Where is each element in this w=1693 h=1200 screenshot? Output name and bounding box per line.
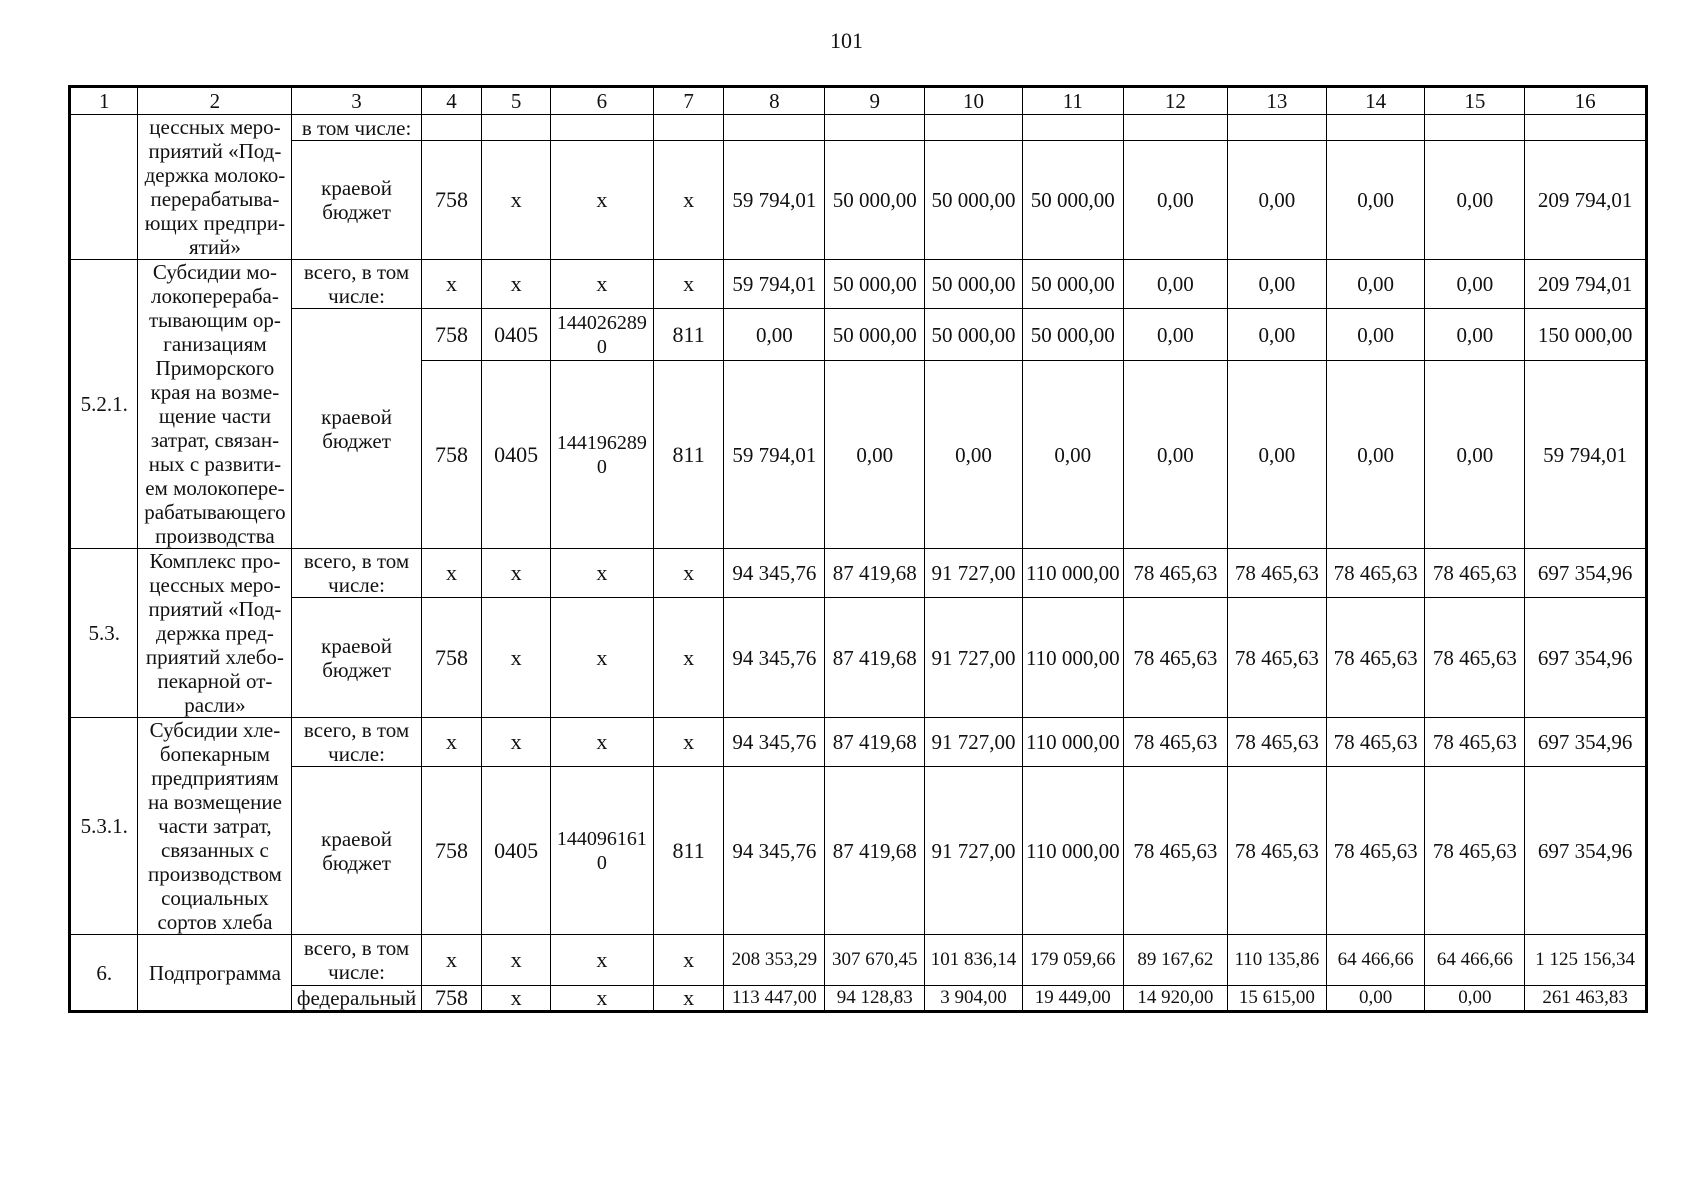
column-header: 8 bbox=[724, 87, 825, 115]
amount-cell: 697 354,96 bbox=[1525, 598, 1647, 718]
table-cell bbox=[653, 115, 724, 141]
header-row bbox=[70, 87, 1647, 115]
column-header: 11 bbox=[1022, 87, 1123, 115]
column-header: 4 bbox=[421, 87, 482, 115]
table-cell bbox=[825, 115, 925, 141]
name-line: ятий» bbox=[189, 235, 241, 259]
column-header: 2 bbox=[138, 87, 292, 115]
amount-cell: 94 345,76 bbox=[724, 598, 825, 718]
name-line: локоперераба- bbox=[151, 284, 279, 308]
kbk-vr-cell: 811 bbox=[653, 767, 724, 935]
amount-cell: 697 354,96 bbox=[1525, 767, 1647, 935]
amount-cell: 59 794,01 bbox=[1525, 361, 1647, 549]
name-line: социальных bbox=[161, 886, 269, 910]
amount-cell: 87 419,68 bbox=[825, 598, 925, 718]
item-name bbox=[138, 115, 292, 260]
amount-cell: 50 000,00 bbox=[825, 309, 925, 361]
funding-source-cell: краевой бюджет bbox=[292, 141, 421, 260]
kbk-section-cell: x bbox=[482, 549, 550, 598]
table-row bbox=[70, 260, 1647, 309]
amount-cell: 78 465,63 bbox=[1326, 718, 1425, 767]
column-header: 10 bbox=[925, 87, 1023, 115]
item-code: 5.3.1. bbox=[70, 718, 138, 935]
table-row bbox=[70, 598, 1647, 718]
kbk-section-cell: x bbox=[482, 718, 550, 767]
item-name bbox=[138, 718, 292, 935]
kbk-section-cell: 0405 bbox=[482, 361, 550, 549]
amount-cell: 87 419,68 bbox=[825, 767, 925, 935]
amount-cell: 110 135,86 bbox=[1227, 935, 1326, 986]
name-line: части затрат, bbox=[158, 814, 272, 838]
amount-cell: 91 727,00 bbox=[925, 767, 1023, 935]
kbk-grbs-cell: x bbox=[421, 260, 482, 309]
amount-cell: 0,00 bbox=[1326, 986, 1425, 1012]
column-header: 9 bbox=[825, 87, 925, 115]
table-cell bbox=[482, 115, 550, 141]
amount-cell: 78 465,63 bbox=[1326, 767, 1425, 935]
amount-cell: 50 000,00 bbox=[825, 141, 925, 260]
column-header: 15 bbox=[1425, 87, 1525, 115]
kbk-grbs-cell: 758 bbox=[421, 767, 482, 935]
funding-source-cell: всего, в том числе: bbox=[292, 260, 421, 309]
table-row bbox=[70, 767, 1647, 935]
amount-cell: 78 465,63 bbox=[1227, 767, 1326, 935]
name-line: производством bbox=[148, 862, 282, 886]
name-line: Комплекс про- bbox=[149, 549, 281, 573]
amount-cell: 78 465,63 bbox=[1227, 718, 1326, 767]
amount-cell: 261 463,83 bbox=[1525, 986, 1647, 1012]
table-cell bbox=[925, 115, 1023, 141]
table-row bbox=[70, 986, 1647, 1012]
amount-cell: 0,00 bbox=[1227, 309, 1326, 361]
table-row bbox=[70, 935, 1647, 986]
amount-cell: 19 449,00 bbox=[1022, 986, 1123, 1012]
amount-cell: 0,00 bbox=[1425, 141, 1525, 260]
amount-cell: 0,00 bbox=[1227, 361, 1326, 549]
kbk-vr-cell: x bbox=[653, 141, 724, 260]
page-number: 101 bbox=[830, 28, 863, 53]
amount-cell: 50 000,00 bbox=[1022, 260, 1123, 309]
kbk-vr-cell: x bbox=[653, 935, 724, 986]
kbk-section-cell: x bbox=[482, 141, 550, 260]
name-line: приятий «Под- bbox=[148, 139, 282, 163]
name-line: приятий «Под- bbox=[148, 597, 282, 621]
name-line: Приморского bbox=[155, 356, 275, 380]
amount-cell: 1 125 156,34 bbox=[1525, 935, 1647, 986]
table-row bbox=[70, 309, 1647, 361]
kbk-grbs-cell: x bbox=[421, 935, 482, 986]
amount-cell: 0,00 bbox=[1227, 260, 1326, 309]
amount-cell: 0,00 bbox=[1326, 141, 1425, 260]
amount-cell: 209 794,01 bbox=[1525, 141, 1647, 260]
amount-cell: 0,00 bbox=[1227, 141, 1326, 260]
column-header: 13 bbox=[1227, 87, 1326, 115]
amount-cell: 307 670,45 bbox=[825, 935, 925, 986]
amount-cell: 110 000,00 bbox=[1022, 549, 1123, 598]
name-line: затрат, связан- bbox=[150, 428, 280, 452]
kbk-target-cell: 1441962890 bbox=[550, 361, 653, 549]
amount-cell: 50 000,00 bbox=[925, 309, 1023, 361]
amount-cell: 78 465,63 bbox=[1326, 549, 1425, 598]
column-header: 6 bbox=[550, 87, 653, 115]
name-line: щение части bbox=[158, 404, 272, 428]
table-cell bbox=[1022, 115, 1123, 141]
amount-cell: 0,00 bbox=[1123, 361, 1227, 549]
item-code: 6. bbox=[70, 935, 138, 1012]
name-line: ющих предпри- bbox=[144, 211, 286, 235]
column-header: 12 bbox=[1123, 87, 1227, 115]
amount-cell: 78 465,63 bbox=[1425, 598, 1525, 718]
name-line: держка пред- bbox=[155, 621, 274, 645]
budget-table bbox=[68, 85, 1648, 1013]
amount-cell: 91 727,00 bbox=[925, 598, 1023, 718]
table-cell bbox=[550, 115, 653, 141]
kbk-grbs-cell: 758 bbox=[421, 361, 482, 549]
amount-cell: 59 794,01 bbox=[724, 260, 825, 309]
table-row bbox=[70, 115, 1647, 141]
amount-cell: 78 465,63 bbox=[1227, 598, 1326, 718]
amount-cell: 110 000,00 bbox=[1022, 718, 1123, 767]
item-code bbox=[70, 115, 138, 260]
funding-source-cell: в том числе: bbox=[292, 115, 421, 141]
item-name: Подпрограмма bbox=[138, 935, 292, 1012]
kbk-vr-cell: x bbox=[653, 718, 724, 767]
amount-cell: 209 794,01 bbox=[1525, 260, 1647, 309]
table-cell bbox=[1425, 115, 1525, 141]
kbk-section-cell: x bbox=[482, 598, 550, 718]
amount-cell: 91 727,00 bbox=[925, 549, 1023, 598]
table-row bbox=[70, 718, 1647, 767]
amount-cell: 110 000,00 bbox=[1022, 767, 1123, 935]
table-body bbox=[70, 87, 1647, 1012]
kbk-vr-cell: 811 bbox=[653, 361, 724, 549]
kbk-section-cell: 0405 bbox=[482, 309, 550, 361]
amount-cell: 697 354,96 bbox=[1525, 549, 1647, 598]
amount-cell: 0,00 bbox=[1022, 361, 1123, 549]
amount-cell: 3 904,00 bbox=[925, 986, 1023, 1012]
amount-cell: 94 345,76 bbox=[724, 549, 825, 598]
amount-cell: 101 836,14 bbox=[925, 935, 1023, 986]
amount-cell: 64 466,66 bbox=[1425, 935, 1525, 986]
amount-cell: 64 466,66 bbox=[1326, 935, 1425, 986]
kbk-section-cell: x bbox=[482, 986, 550, 1012]
amount-cell: 15 615,00 bbox=[1227, 986, 1326, 1012]
table-cell bbox=[724, 115, 825, 141]
funding-source-cell: краевой бюджет bbox=[292, 767, 421, 935]
amount-cell: 0,00 bbox=[1326, 361, 1425, 549]
table-cell bbox=[1123, 115, 1227, 141]
amount-cell: 208 353,29 bbox=[724, 935, 825, 986]
kbk-target-cell: x bbox=[550, 935, 653, 986]
amount-cell: 150 000,00 bbox=[1525, 309, 1647, 361]
name-line: пекарной от- bbox=[157, 669, 273, 693]
kbk-target-cell: 1440961610 bbox=[550, 767, 653, 935]
kbk-target-cell: x bbox=[550, 598, 653, 718]
kbk-target-cell: x bbox=[550, 549, 653, 598]
kbk-grbs-cell: 758 bbox=[421, 986, 482, 1012]
amount-cell: 110 000,00 bbox=[1022, 598, 1123, 718]
name-line: Субсидии мо- bbox=[152, 260, 277, 284]
amount-cell: 87 419,68 bbox=[825, 549, 925, 598]
amount-cell: 179 059,66 bbox=[1022, 935, 1123, 986]
name-line: предприятиям bbox=[151, 766, 279, 790]
amount-cell: 78 465,63 bbox=[1425, 767, 1525, 935]
name-line: тывающим ор- bbox=[148, 308, 281, 332]
amount-cell: 50 000,00 bbox=[925, 141, 1023, 260]
kbk-vr-cell: 811 bbox=[653, 309, 724, 361]
amount-cell: 0,00 bbox=[1425, 260, 1525, 309]
column-header: 14 bbox=[1326, 87, 1425, 115]
amount-cell: 78 465,63 bbox=[1123, 549, 1227, 598]
name-line: ганизациям bbox=[163, 332, 267, 356]
kbk-grbs-cell: 758 bbox=[421, 309, 482, 361]
name-line: расли» bbox=[184, 693, 246, 717]
name-line: рабатывающего bbox=[144, 500, 286, 524]
amount-cell: 0,00 bbox=[1326, 309, 1425, 361]
kbk-target-cell: 1440262890 bbox=[550, 309, 653, 361]
column-header: 16 bbox=[1525, 87, 1647, 115]
amount-cell: 0,00 bbox=[1123, 141, 1227, 260]
amount-cell: 78 465,63 bbox=[1123, 598, 1227, 718]
kbk-grbs-cell: 758 bbox=[421, 598, 482, 718]
amount-cell: 87 419,68 bbox=[825, 718, 925, 767]
table-cell bbox=[1326, 115, 1425, 141]
funding-source-cell: краевой бюджет bbox=[292, 309, 421, 549]
kbk-section-cell: x bbox=[482, 260, 550, 309]
name-line: цессных меро- bbox=[149, 573, 281, 597]
amount-cell: 0,00 bbox=[825, 361, 925, 549]
kbk-target-cell: x bbox=[550, 718, 653, 767]
amount-cell: 0,00 bbox=[1123, 260, 1227, 309]
kbk-grbs-cell: 758 bbox=[421, 141, 482, 260]
amount-cell: 697 354,96 bbox=[1525, 718, 1647, 767]
table-cell bbox=[1525, 115, 1647, 141]
name-line: приятий хлебо- bbox=[145, 645, 284, 669]
kbk-grbs-cell: x bbox=[421, 718, 482, 767]
name-line: цессных меро- bbox=[149, 115, 281, 139]
table-row bbox=[70, 549, 1647, 598]
kbk-target-cell: x bbox=[550, 260, 653, 309]
amount-cell: 78 465,63 bbox=[1123, 718, 1227, 767]
item-name bbox=[138, 260, 292, 549]
name-line: производства bbox=[155, 524, 275, 548]
name-line: края на возме- bbox=[150, 380, 280, 404]
amount-cell: 94 345,76 bbox=[724, 718, 825, 767]
column-header: 5 bbox=[482, 87, 550, 115]
amount-cell: 78 465,63 bbox=[1123, 767, 1227, 935]
funding-source-cell: всего, в том числе: bbox=[292, 549, 421, 598]
amount-cell: 0,00 bbox=[1326, 260, 1425, 309]
kbk-section-cell: x bbox=[482, 935, 550, 986]
kbk-section-cell: 0405 bbox=[482, 767, 550, 935]
amount-cell: 0,00 bbox=[1425, 361, 1525, 549]
amount-cell: 78 465,63 bbox=[1425, 718, 1525, 767]
name-line: ем молокопере- bbox=[145, 476, 285, 500]
kbk-target-cell: x bbox=[550, 986, 653, 1012]
name-line: держка молоко- bbox=[144, 163, 286, 187]
funding-source-cell: всего, в том числе: bbox=[292, 718, 421, 767]
amount-cell: 113 447,00 bbox=[724, 986, 825, 1012]
column-header: 1 bbox=[70, 87, 138, 115]
column-header: 7 bbox=[653, 87, 724, 115]
amount-cell: 78 465,63 bbox=[1326, 598, 1425, 718]
table-cell bbox=[1227, 115, 1326, 141]
name-line: на возмещение bbox=[147, 790, 282, 814]
amount-cell: 94 128,83 bbox=[825, 986, 925, 1012]
kbk-target-cell: x bbox=[550, 141, 653, 260]
amount-cell: 89 167,62 bbox=[1123, 935, 1227, 986]
amount-cell: 59 794,01 bbox=[724, 361, 825, 549]
funding-source-cell: краевой бюджет bbox=[292, 598, 421, 718]
name-line: связанных с bbox=[160, 838, 269, 862]
amount-cell: 50 000,00 bbox=[825, 260, 925, 309]
amount-cell: 50 000,00 bbox=[1022, 141, 1123, 260]
amount-cell: 50 000,00 bbox=[1022, 309, 1123, 361]
amount-cell: 0,00 bbox=[1425, 986, 1525, 1012]
name-line: сортов хлеба bbox=[157, 910, 273, 934]
kbk-vr-cell: x bbox=[653, 598, 724, 718]
name-line: Субсидии хле- bbox=[149, 718, 281, 742]
amount-cell: 0,00 bbox=[1123, 309, 1227, 361]
amount-cell: 91 727,00 bbox=[925, 718, 1023, 767]
item-code: 5.2.1. bbox=[70, 260, 138, 549]
kbk-vr-cell: x bbox=[653, 549, 724, 598]
name-line: ных с развити- bbox=[148, 452, 282, 476]
name-line: перерабатыва- bbox=[150, 187, 280, 211]
amount-cell: 78 465,63 bbox=[1425, 549, 1525, 598]
amount-cell: 0,00 bbox=[1425, 309, 1525, 361]
kbk-vr-cell: x bbox=[653, 260, 724, 309]
table-cell bbox=[421, 115, 482, 141]
kbk-grbs-cell: x bbox=[421, 549, 482, 598]
item-name bbox=[138, 549, 292, 718]
amount-cell: 0,00 bbox=[724, 309, 825, 361]
item-code: 5.3. bbox=[70, 549, 138, 718]
amount-cell: 14 920,00 bbox=[1123, 986, 1227, 1012]
column-header: 3 bbox=[292, 87, 421, 115]
amount-cell: 78 465,63 bbox=[1227, 549, 1326, 598]
kbk-vr-cell: x bbox=[653, 986, 724, 1012]
amount-cell: 59 794,01 bbox=[724, 141, 825, 260]
amount-cell: 94 345,76 bbox=[724, 767, 825, 935]
table-row bbox=[70, 141, 1647, 260]
funding-source-cell: всего, в том числе: bbox=[292, 935, 421, 986]
funding-source-cell: федеральный bbox=[292, 986, 421, 1012]
amount-cell: 50 000,00 bbox=[925, 260, 1023, 309]
name-line: бопекарным bbox=[159, 742, 270, 766]
amount-cell: 0,00 bbox=[925, 361, 1023, 549]
